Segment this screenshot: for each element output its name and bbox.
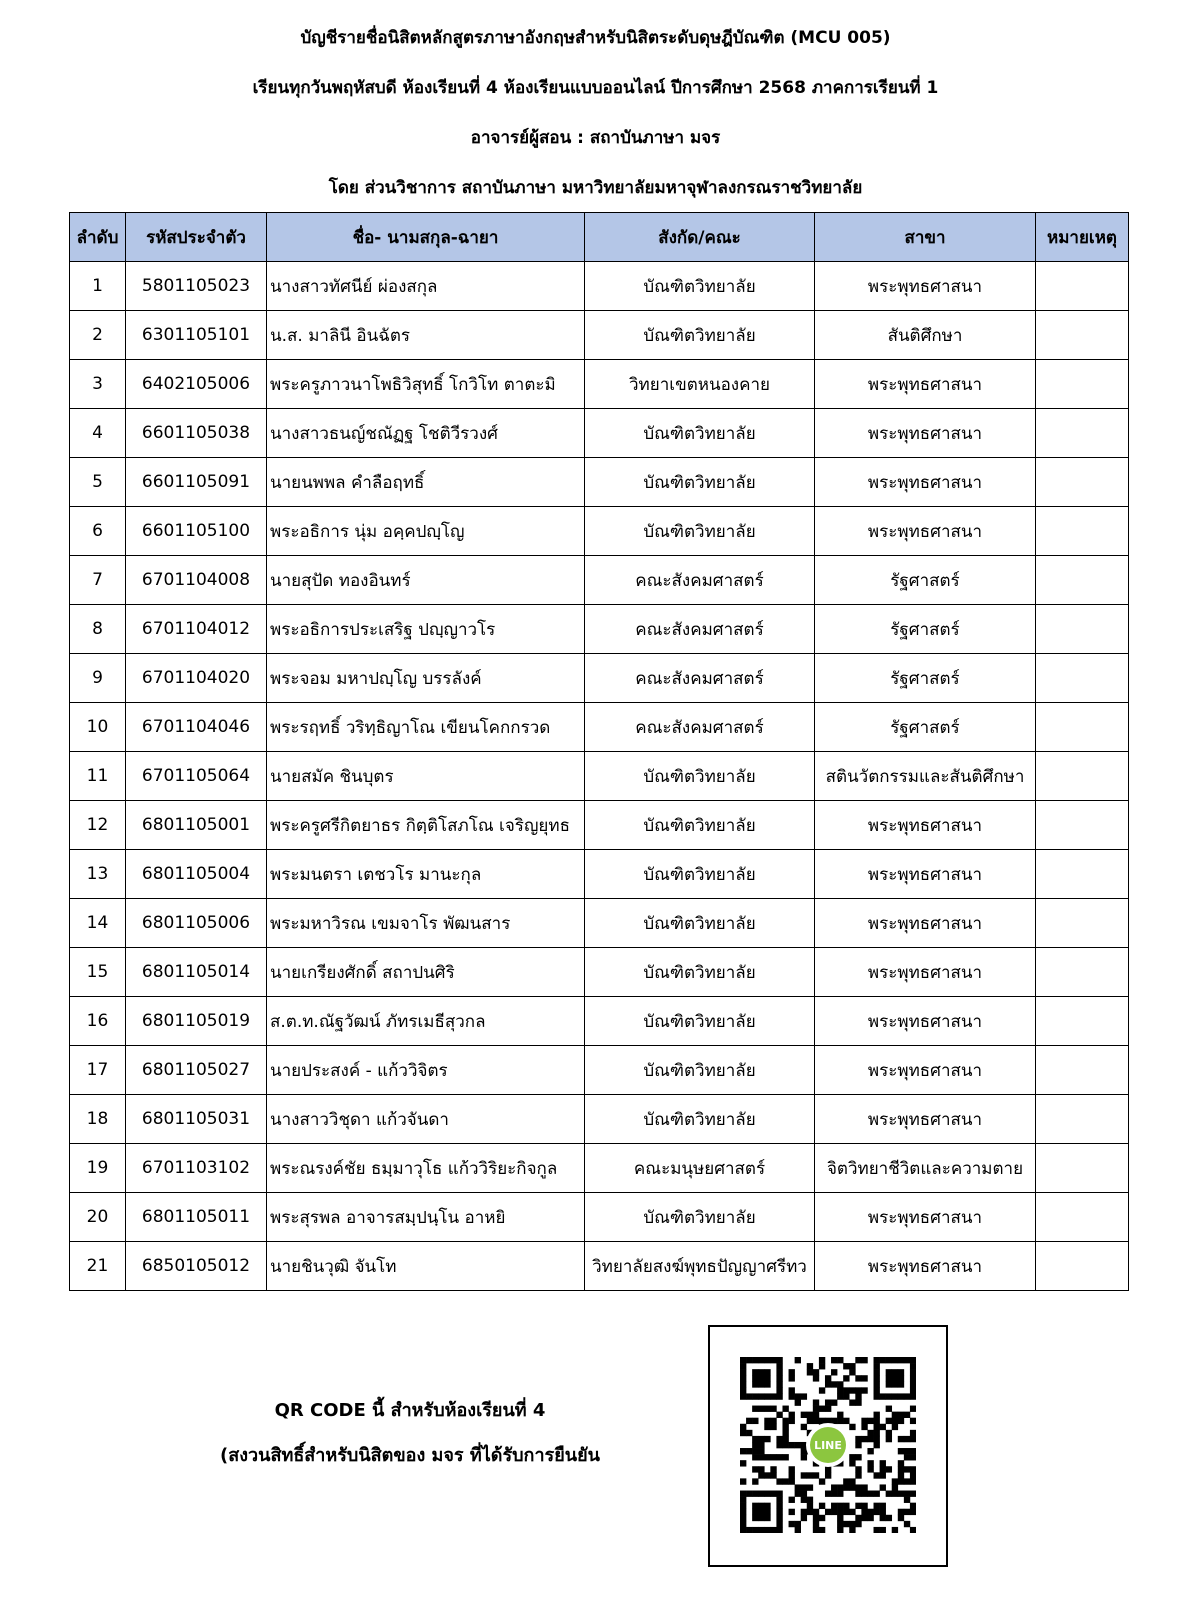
table-row — [70, 1242, 1129, 1291]
cell-note — [1036, 360, 1129, 409]
table-row — [70, 360, 1129, 409]
cell-name: ส.ต.ท.ณัฐวัฒน์ ภัทรเมธีสุวกล — [267, 997, 585, 1046]
column-header-name: ชื่อ- นามสกุล-ฉายา — [267, 213, 585, 262]
cell-note — [1036, 752, 1129, 801]
table-row — [70, 311, 1129, 360]
cell-student-id: 6801105019 — [126, 997, 267, 1046]
cell-major: พระพุทธศาสนา — [815, 458, 1036, 507]
cell-faculty: บัณฑิตวิทยาลัย — [585, 311, 815, 360]
cell-no: 18 — [70, 1095, 126, 1144]
table-row — [70, 703, 1129, 752]
table-row — [70, 409, 1129, 458]
cell-faculty: บัณฑิตวิทยาลัย — [585, 899, 815, 948]
cell-note — [1036, 801, 1129, 850]
cell-name: พระมนตรา เตชวโร มานะกุล — [267, 850, 585, 899]
cell-student-id: 6801105004 — [126, 850, 267, 899]
cell-faculty: บัณฑิตวิทยาลัย — [585, 1046, 815, 1095]
cell-student-id: 6801105031 — [126, 1095, 267, 1144]
class-schedule-line: เรียนทุกวันพฤหัสบดี ห้องเรียนที่ 4 ห้องเรียนแบบออนไลน์ ปีการศึกษา 2568 ภาคการเรียนที่ 1 — [252, 78, 939, 98]
cell-major: รัฐศาสตร์ — [815, 556, 1036, 605]
cell-no: 21 — [70, 1242, 126, 1291]
cell-student-id: 6701103102 — [126, 1144, 267, 1193]
cell-major: สันติศึกษา — [815, 311, 1036, 360]
cell-major: พระพุทธศาสนา — [815, 409, 1036, 458]
cell-major: รัฐศาสตร์ — [815, 605, 1036, 654]
cell-major: พระพุทธศาสนา — [815, 262, 1036, 311]
cell-no: 3 — [70, 360, 126, 409]
cell-name: พระครูภาวนาโพธิวิสุทธิ์ โกวิโท ตาตะมิ — [267, 360, 585, 409]
cell-faculty: วิทยาลัยสงฆ์พุทธปัญญาศรีทว — [585, 1242, 815, 1291]
cell-note — [1036, 458, 1129, 507]
cell-no: 6 — [70, 507, 126, 556]
cell-name: พระรฤทธิ์ วริทฺธิญาโณ เขียนโคกกรวด — [267, 703, 585, 752]
cell-note — [1036, 1144, 1129, 1193]
cell-no: 9 — [70, 654, 126, 703]
cell-faculty: บัณฑิตวิทยาลัย — [585, 850, 815, 899]
line-logo-text: LINE — [814, 1439, 842, 1452]
student-roster-table — [69, 212, 1129, 1291]
cell-major: พระพุทธศาสนา — [815, 507, 1036, 556]
cell-name: นายประสงค์ - แก้ววิจิตร — [267, 1046, 585, 1095]
table-row — [70, 948, 1129, 997]
cell-no: 11 — [70, 752, 126, 801]
cell-name: นางสาวทัศนีย์ ผ่องสกุล — [267, 262, 585, 311]
cell-name: พระสุรพล อาจารสมฺปนฺโน อาหยิ — [267, 1193, 585, 1242]
table-row — [70, 801, 1129, 850]
cell-major: พระพุทธศาสนา — [815, 948, 1036, 997]
cell-student-id: 6801105001 — [126, 801, 267, 850]
cell-faculty: บัณฑิตวิทยาลัย — [585, 409, 815, 458]
cell-faculty: บัณฑิตวิทยาลัย — [585, 997, 815, 1046]
table-row — [70, 850, 1129, 899]
table-row — [70, 1095, 1129, 1144]
cell-note — [1036, 997, 1129, 1046]
cell-name: พระอธิการ นุ่ม อคฺคปญฺโญ — [267, 507, 585, 556]
cell-name: พระอธิการประเสริฐ ปญฺญาวโร — [267, 605, 585, 654]
cell-major: พระพุทธศาสนา — [815, 1046, 1036, 1095]
cell-note — [1036, 1242, 1129, 1291]
cell-student-id: 6801105011 — [126, 1193, 267, 1242]
cell-name: นายสุปัด ทองอินทร์ — [267, 556, 585, 605]
cell-student-id: 6701104012 — [126, 605, 267, 654]
cell-no: 2 — [70, 311, 126, 360]
cell-faculty: บัณฑิตวิทยาลัย — [585, 262, 815, 311]
cell-major: รัฐศาสตร์ — [815, 654, 1036, 703]
cell-no: 1 — [70, 262, 126, 311]
cell-faculty: บัณฑิตวิทยาลัย — [585, 507, 815, 556]
cell-major: พระพุทธศาสนา — [815, 850, 1036, 899]
cell-note — [1036, 703, 1129, 752]
cell-note — [1036, 948, 1129, 997]
cell-note — [1036, 605, 1129, 654]
table-row — [70, 507, 1129, 556]
qr-code[interactable] — [708, 1325, 948, 1567]
cell-faculty: คณะมนุษยศาสตร์ — [585, 1144, 815, 1193]
cell-name: พระมหาวิรณ เขมจาโร พัฒนสาร — [267, 899, 585, 948]
cell-major: จิตวิทยาชีวิตและความตาย — [815, 1144, 1036, 1193]
table-row — [70, 997, 1129, 1046]
cell-major: พระพุทธศาสนา — [815, 360, 1036, 409]
cell-major: รัฐศาสตร์ — [815, 703, 1036, 752]
cell-note — [1036, 654, 1129, 703]
cell-name: พระณรงค์ชัย ธมฺมาวุโธ แก้ววิริยะกิจกูล — [267, 1144, 585, 1193]
cell-no: 10 — [70, 703, 126, 752]
cell-student-id: 6601105100 — [126, 507, 267, 556]
cell-major: พระพุทธศาสนา — [815, 801, 1036, 850]
column-header-note: หมายเหตุ — [1036, 213, 1129, 262]
cell-name: นายชินวุฒิ จันโท — [267, 1242, 585, 1291]
cell-faculty: คณะสังคมศาสตร์ — [585, 556, 815, 605]
cell-name: พระจอม มหาปญฺโญ บรรลังค์ — [267, 654, 585, 703]
cell-student-id: 6701105064 — [126, 752, 267, 801]
table-row — [70, 752, 1129, 801]
cell-student-id: 6850105012 — [126, 1242, 267, 1291]
cell-faculty: คณะสังคมศาสตร์ — [585, 654, 815, 703]
cell-note — [1036, 556, 1129, 605]
cell-no: 14 — [70, 899, 126, 948]
cell-faculty: บัณฑิตวิทยาลัย — [585, 752, 815, 801]
cell-note — [1036, 507, 1129, 556]
cell-note — [1036, 311, 1129, 360]
cell-student-id: 6701104020 — [126, 654, 267, 703]
qr-code-image — [740, 1357, 916, 1533]
cell-student-id: 6301105101 — [126, 311, 267, 360]
cell-no: 12 — [70, 801, 126, 850]
cell-faculty: บัณฑิตวิทยาลัย — [585, 948, 815, 997]
qr-caption: QR CODE นี้ สำหรับห้องเรียนที่ 4 — [274, 1400, 546, 1421]
column-header-faculty: สังกัด/คณะ — [585, 213, 815, 262]
cell-student-id: 6701104008 — [126, 556, 267, 605]
cell-no: 20 — [70, 1193, 126, 1242]
qr-notice: (สงวนสิทธิ์สำหรับนิสิตของ มจร ที่ได้รับการยืนยัน — [220, 1445, 600, 1466]
cell-note — [1036, 1046, 1129, 1095]
cell-faculty: บัณฑิตวิทยาลัย — [585, 1193, 815, 1242]
cell-major: พระพุทธศาสนา — [815, 1242, 1036, 1291]
cell-no: 7 — [70, 556, 126, 605]
cell-name: นายนพพล คำลือฤทธิ์ — [267, 458, 585, 507]
cell-note — [1036, 409, 1129, 458]
table-body — [70, 262, 1129, 1291]
cell-no: 19 — [70, 1144, 126, 1193]
table-row — [70, 605, 1129, 654]
cell-no: 4 — [70, 409, 126, 458]
cell-no: 13 — [70, 850, 126, 899]
cell-note — [1036, 1095, 1129, 1144]
cell-no: 16 — [70, 997, 126, 1046]
table-row — [70, 1144, 1129, 1193]
column-header-major: สาขา — [815, 213, 1036, 262]
cell-major: สตินวัตกรรมและสันติศึกษา — [815, 752, 1036, 801]
cell-no: 15 — [70, 948, 126, 997]
column-header-student-id: รหัสประจำตัว — [126, 213, 267, 262]
table-row — [70, 1193, 1129, 1242]
cell-name: น.ส. มาลินี อินฉัตร — [267, 311, 585, 360]
instructor-line: อาจารย์ผู้สอน : สถาบันภาษา มจร — [470, 128, 721, 148]
organizer-line: โดย ส่วนวิชาการ สถาบันภาษา มหาวิทยาลัยมหาจุฬาลงกรณราชวิทยาลัย — [328, 178, 863, 198]
table-row — [70, 1046, 1129, 1095]
cell-faculty: บัณฑิตวิทยาลัย — [585, 801, 815, 850]
cell-faculty: คณะสังคมศาสตร์ — [585, 703, 815, 752]
cell-name: นายเกรียงศักดิ์ สถาปนศิริ — [267, 948, 585, 997]
cell-major: พระพุทธศาสนา — [815, 899, 1036, 948]
cell-faculty: บัณฑิตวิทยาลัย — [585, 1095, 815, 1144]
cell-faculty: วิทยาเขตหนองคาย — [585, 360, 815, 409]
table-header-row — [70, 213, 1129, 262]
table-row — [70, 556, 1129, 605]
table-row — [70, 262, 1129, 311]
cell-student-id: 6601105038 — [126, 409, 267, 458]
cell-student-id: 6801105014 — [126, 948, 267, 997]
cell-student-id: 6801105006 — [126, 899, 267, 948]
table-row — [70, 899, 1129, 948]
cell-no: 17 — [70, 1046, 126, 1095]
cell-no: 5 — [70, 458, 126, 507]
document-title: บัญชีรายชื่อนิสิตหลักสูตรภาษาอังกฤษสำหรับนิสิตระดับดุษฎีบัณฑิต (MCU 005) — [300, 28, 891, 48]
cell-student-id: 6801105027 — [126, 1046, 267, 1095]
cell-student-id: 6402105006 — [126, 360, 267, 409]
cell-note — [1036, 1193, 1129, 1242]
cell-name: นางสาววิชุดา แก้วจันดา — [267, 1095, 585, 1144]
cell-name: นายสมัค ชินบุตร — [267, 752, 585, 801]
table-row — [70, 458, 1129, 507]
cell-major: พระพุทธศาสนา — [815, 1095, 1036, 1144]
column-header-no: ลำดับ — [70, 213, 126, 262]
cell-faculty: บัณฑิตวิทยาลัย — [585, 458, 815, 507]
cell-note — [1036, 850, 1129, 899]
cell-faculty: คณะสังคมศาสตร์ — [585, 605, 815, 654]
cell-student-id: 6701104046 — [126, 703, 267, 752]
cell-note — [1036, 262, 1129, 311]
cell-name: นางสาวธนญ์ชณัฏฐ โชติวีรวงศ์ — [267, 409, 585, 458]
table-row — [70, 654, 1129, 703]
cell-no: 8 — [70, 605, 126, 654]
cell-student-id: 5801105023 — [126, 262, 267, 311]
cell-student-id: 6601105091 — [126, 458, 267, 507]
cell-major: พระพุทธศาสนา — [815, 1193, 1036, 1242]
cell-name: พระครูศรีกิตยาธร กิตฺติโสภโณ เจริญยุทธ — [267, 801, 585, 850]
cell-major: พระพุทธศาสนา — [815, 997, 1036, 1046]
cell-note — [1036, 899, 1129, 948]
